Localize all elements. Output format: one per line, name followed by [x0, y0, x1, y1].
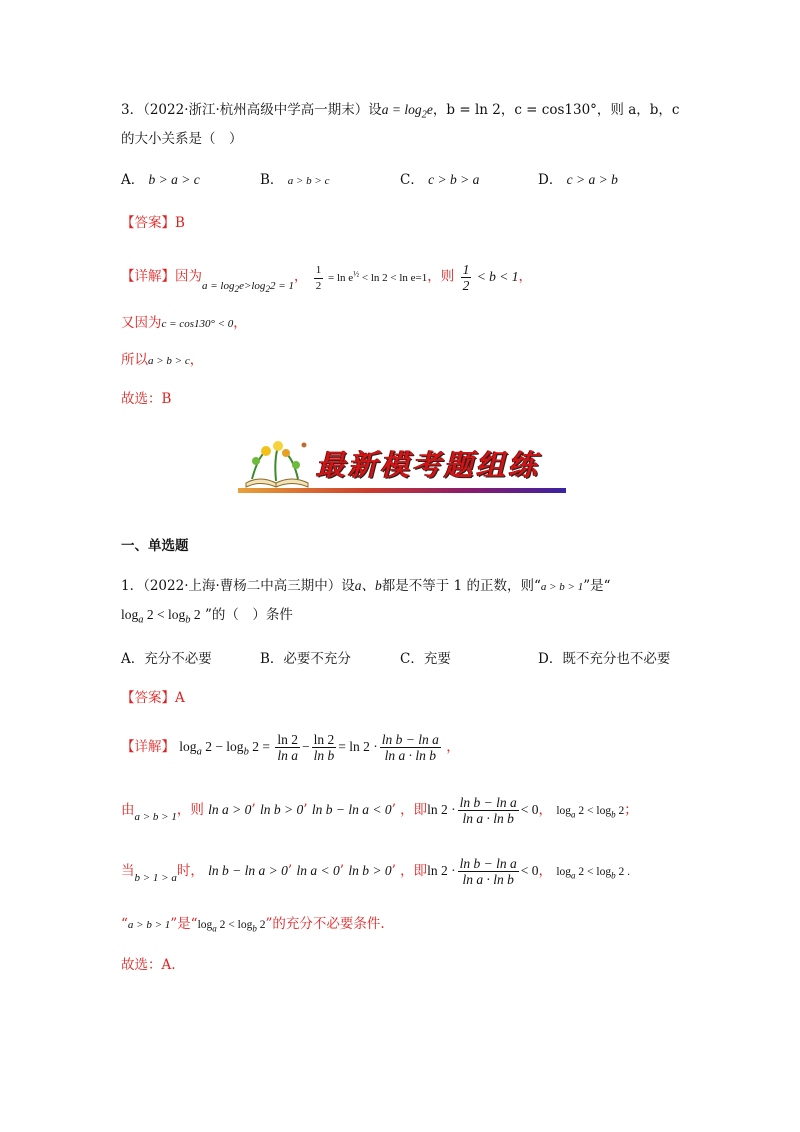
m2: ln b > 0 [260, 802, 304, 817]
stem-2: 都是不等于 1 的正数，则“ [381, 578, 541, 594]
text: 又因为 [121, 315, 162, 331]
text: ”的（ ）条件 [204, 607, 293, 623]
q3-option-d[interactable] [538, 170, 618, 190]
sub: a [212, 923, 217, 934]
option-math: b > a > c [148, 172, 200, 187]
q3-option-c[interactable] [400, 170, 479, 190]
q1-option-a[interactable] [121, 649, 212, 669]
end: 2 [190, 607, 201, 622]
dang: 当 [121, 863, 135, 879]
end: 2 [615, 805, 625, 817]
section-banner [238, 437, 566, 495]
fraction [312, 732, 337, 763]
cond: a > b > 1 [127, 919, 171, 931]
q1-stem-log [121, 607, 201, 626]
detail-label: 【详解】因为 [121, 268, 202, 285]
end2: 2 [256, 919, 266, 931]
option-math: c > a > b [566, 172, 618, 187]
q1-detail-line1 [121, 730, 460, 770]
you: 由 [121, 802, 135, 818]
rest-a: = ln e [325, 271, 354, 284]
m3: ln b > 0 [348, 863, 392, 878]
q3-detail-m3 [459, 262, 519, 293]
tail: ”的充分不必要条件. [265, 916, 385, 932]
lt: < 0 [520, 863, 539, 878]
mid: ”是“ [170, 916, 198, 932]
q1-l2-result [556, 805, 625, 820]
num: ln b − ln a [459, 856, 517, 872]
q3-detail-line1: 【详解】因为$_{a = log_2e>log_22 = 1}$， $\frac{1}{2}$ = $\ln e^{\frac{1}{2}} < \ln 2 < \ln e=1$，则 $\frac{1}{2}$ < b < 1， [121, 262, 533, 294]
option-label: D． [538, 172, 563, 188]
stem-ab: a、b [354, 578, 382, 593]
den: 2 [462, 278, 470, 293]
q1-detail-line5: 故选：A. [121, 957, 176, 973]
num: ln 2 [277, 732, 298, 748]
sub: 2 [234, 283, 240, 294]
sub: b [611, 809, 616, 820]
den: ln a · ln b [384, 748, 436, 764]
q1-stem-line2 [121, 605, 293, 631]
den: ln b [313, 748, 335, 764]
option-label: D． [538, 651, 563, 667]
m2: ln a < 0 [296, 863, 340, 878]
den: ln a [277, 748, 298, 764]
option-text: 必要不充分 [283, 651, 351, 667]
q3-answer: 【答案】B [121, 215, 185, 231]
den: 2 [315, 279, 322, 292]
log: log [556, 805, 572, 817]
mid: 2 < log [575, 805, 612, 817]
m1c: 2 = 1 [270, 279, 294, 292]
q1-l2-frac-expr [427, 795, 539, 827]
stem-cond: a > b > 1 [540, 581, 584, 593]
log: log [121, 607, 139, 622]
log: log [556, 866, 572, 878]
ze: ，则 [176, 802, 204, 818]
q1-answer: 【答案】A [121, 690, 185, 706]
m1a: a = log [202, 279, 235, 292]
q3-option-b[interactable] [260, 170, 329, 191]
option-label: A． [121, 172, 145, 188]
q3-option-a[interactable] [121, 170, 200, 190]
sub: b [611, 870, 616, 881]
den: ln a · ln b [462, 811, 514, 827]
m1: ln b − ln a > 0 [208, 863, 288, 878]
exp: ½ [353, 268, 360, 278]
den: ln a · ln b [462, 872, 514, 888]
num: 1 [314, 263, 324, 279]
banner-underline [238, 488, 566, 493]
stem-1: 1．（2022·上海·曹杨二中高三期中）设 [121, 578, 355, 594]
eq2: = ln 2 · [338, 739, 378, 754]
q1-l3-result [556, 866, 630, 881]
m3: < b < 1 [473, 268, 519, 284]
end: 2 . [615, 866, 630, 878]
fraction [458, 856, 519, 887]
option-label: C． [400, 651, 424, 667]
cond: b > 1 > a [134, 872, 177, 884]
sub: 2 [265, 283, 271, 294]
sub: b [185, 614, 191, 626]
mid2: 2 < log [216, 919, 253, 931]
q3-stem-line1 [121, 100, 679, 126]
sub: b [252, 923, 257, 934]
num: ln b − ln a [459, 795, 517, 811]
fraction [380, 732, 441, 763]
m1: ln a > 0 [208, 802, 252, 817]
fraction [458, 795, 519, 826]
q3-stem-a [381, 102, 433, 121]
num: ln b − ln a [381, 732, 439, 748]
text: 所以 [121, 352, 148, 368]
then: ，则 [427, 268, 455, 285]
q1-l4-log [197, 919, 266, 934]
q3-stem-b: ，b = ln 2，c = cos130°，则 a，b，c [432, 102, 680, 118]
fraction [275, 732, 300, 763]
sub: a [196, 746, 202, 758]
ji: ，即 [400, 802, 428, 818]
option-label: C． [400, 172, 424, 188]
eq: 2 = [248, 739, 270, 754]
detail-label: 【详解】 [121, 739, 175, 755]
q1-l3-frac-expr [427, 856, 539, 888]
q1-detail-formula [179, 732, 446, 764]
q3-stem-a-text: a = log [381, 102, 422, 117]
q1-option-d[interactable] [538, 649, 670, 669]
pre: ln 2 · [427, 802, 456, 817]
num: ln 2 [313, 732, 335, 748]
q1-option-b[interactable] [260, 649, 351, 669]
math: c = cos130° < 0 [161, 318, 234, 330]
option-text: 充要 [423, 651, 451, 667]
option-math: c > b > a [428, 172, 480, 187]
q3-stem-line2: 的大小关系是（ ） [121, 131, 243, 147]
option-label: A． [121, 651, 145, 667]
q3-detail-line2: 又因为c = cos130° < 0， [121, 315, 247, 331]
option-text: 既不充分也不必要 [562, 651, 671, 667]
m1b: e>log [239, 279, 266, 292]
sub: b [243, 746, 249, 758]
minus: − [301, 739, 310, 754]
q1-detail-line3: 当$_{b > 1 > a}$时， ln b − ln a > 0’ ln a < 0’ ln b > 0’ ，即ln 2 · $\frac{\text{ln b − ln a}}{\text{ln a · ln b}}$ < 0， $\log_a 2 < \log_b 2$ . [121, 856, 630, 888]
log: log [197, 919, 213, 931]
option-math: a > b > c [287, 175, 330, 187]
mid: 2 < log [575, 866, 612, 878]
q3-detail-m1 [202, 280, 294, 292]
option-label: B． [260, 172, 284, 188]
open-book-flowers-icon [238, 437, 316, 493]
end: ， [446, 739, 460, 755]
q3-stem-text: 3．（2022·浙江·杭州高级中学高一期末）设 [121, 102, 382, 118]
math: a > b > c [148, 355, 190, 367]
shi: 时， [176, 863, 204, 879]
rest-b: < ln 2 < ln e=1 [359, 271, 428, 284]
section-title: 一、单选题 [121, 538, 189, 554]
sub: a [138, 614, 144, 626]
mid: 2 − log [201, 739, 244, 754]
q1-stem-line1 [121, 576, 611, 597]
fraction [314, 263, 324, 294]
q1-option-c[interactable] [400, 649, 451, 669]
option-label: B． [260, 651, 284, 667]
mid: 2 < log [143, 607, 186, 622]
q3-stem-a-sub: 2 [421, 109, 427, 121]
q1-detail-line4 [121, 914, 385, 938]
q3-stem-a-e: e [426, 102, 433, 117]
q1-detail-line2: 由$_{a > b > 1}$，则 ln a > 0’ ln b > 0’ ln b − ln a < 0’ ，即ln 2 · $\frac{\text{ln b − ln a}}{\text{ln a · ln b}}$ < 0， $\log_a 2 < \log_b 2$； [121, 795, 638, 827]
semi: ； [624, 802, 638, 818]
sub: a [571, 870, 576, 881]
sub: a [571, 809, 576, 820]
q1: “ [121, 916, 128, 932]
option-text: 充分不必要 [144, 651, 212, 667]
banner-title: 最新模考题组练 [316, 448, 541, 482]
num: 1 [462, 262, 470, 277]
q3-detail-line4: 故选：B [121, 391, 172, 407]
cond: a > b > 1 [134, 811, 177, 823]
q3-detail-line3: 所以a > b > c， [121, 352, 204, 368]
lt: < 0 [520, 802, 539, 817]
ji: ，即 [400, 863, 428, 879]
stem-3: ”是“ [583, 578, 611, 594]
pre: ln 2 · [427, 863, 456, 878]
m3: ln b − ln a < 0 [311, 802, 392, 817]
log: log [179, 739, 197, 754]
q3-detail-m2 [312, 263, 428, 292]
fraction [461, 262, 472, 293]
